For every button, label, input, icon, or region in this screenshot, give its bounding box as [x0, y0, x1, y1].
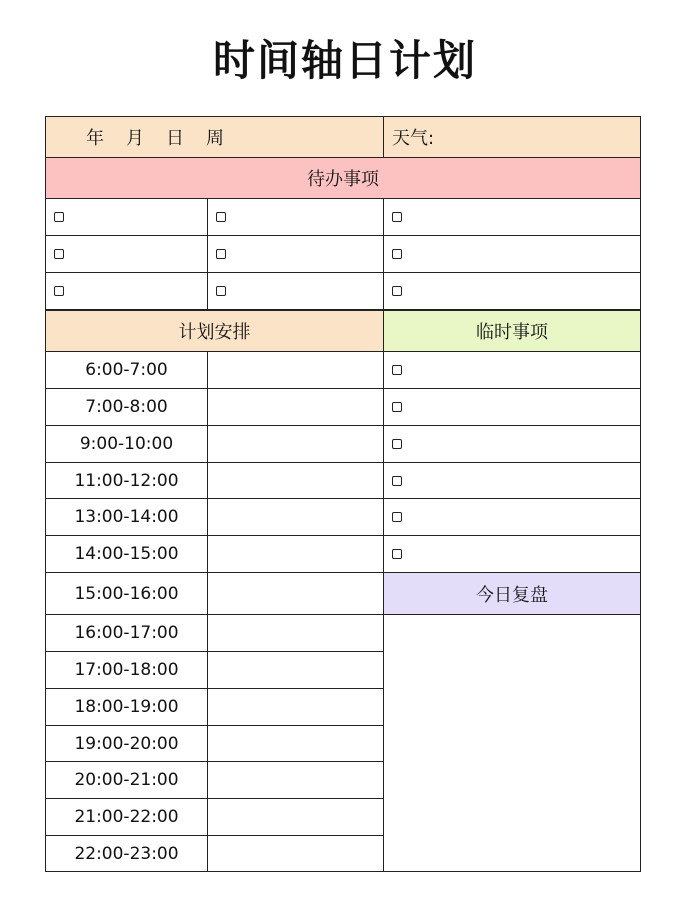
plan-entry[interactable] [207, 761, 384, 799]
checkbox-icon[interactable] [392, 512, 402, 522]
time-slot-label: 22:00-23:00 [45, 835, 208, 872]
todo-item[interactable] [45, 198, 208, 236]
plan-entry[interactable] [207, 835, 384, 872]
checkbox-icon[interactable] [54, 286, 64, 296]
checkbox-icon[interactable] [54, 212, 64, 222]
time-slot-label: 13:00-14:00 [45, 498, 208, 536]
date-field[interactable] [45, 116, 384, 158]
plan-entry[interactable] [207, 798, 384, 836]
weekday-label: 周 [206, 128, 224, 149]
todo-item[interactable] [207, 235, 384, 273]
plan-entry[interactable] [207, 725, 384, 762]
temp-item[interactable] [383, 498, 641, 536]
day-label: 日 [166, 128, 184, 149]
plan-entry[interactable] [207, 614, 384, 652]
todo-item[interactable] [383, 198, 641, 236]
todo-item[interactable] [207, 198, 384, 236]
time-slot-label: 18:00-19:00 [45, 688, 208, 726]
plan-entry[interactable] [207, 351, 384, 389]
plan-entry[interactable] [207, 535, 384, 573]
checkbox-icon[interactable] [392, 439, 402, 449]
temp-heading: 临时事项 [383, 310, 641, 352]
checkbox-icon[interactable] [216, 249, 226, 259]
weather-field[interactable] [383, 116, 641, 158]
time-slot-label: 15:00-16:00 [45, 572, 208, 615]
review-heading: 今日复盘 [383, 572, 641, 615]
temp-item[interactable] [383, 388, 641, 426]
temp-item[interactable] [383, 462, 641, 499]
todo-item[interactable] [383, 272, 641, 310]
todo-item[interactable] [207, 272, 384, 310]
todo-item[interactable] [45, 272, 208, 310]
checkbox-icon[interactable] [54, 249, 64, 259]
time-slot-label: 7:00-8:00 [45, 388, 208, 426]
checkbox-icon[interactable] [216, 286, 226, 296]
year-label: 年 [86, 128, 104, 149]
plan-entry[interactable] [207, 388, 384, 426]
time-slot-label: 21:00-22:00 [45, 798, 208, 836]
checkbox-icon[interactable] [392, 476, 402, 486]
todo-item[interactable] [383, 235, 641, 273]
time-slot-label: 16:00-17:00 [45, 614, 208, 652]
time-slot-label: 17:00-18:00 [45, 651, 208, 689]
time-slot-label: 19:00-20:00 [45, 725, 208, 762]
time-slot-label: 6:00-7:00 [45, 351, 208, 389]
temp-item[interactable] [383, 351, 641, 389]
plan-heading: 计划安排 [45, 310, 384, 352]
page-title: 时间轴日计划 [212, 36, 477, 85]
checkbox-icon[interactable] [392, 286, 402, 296]
plan-entry[interactable] [207, 572, 384, 615]
temp-item[interactable] [383, 425, 641, 463]
planner-sheet [45, 116, 641, 872]
plan-entry[interactable] [207, 425, 384, 463]
review-area[interactable] [383, 614, 641, 872]
plan-entry[interactable] [207, 688, 384, 726]
todo-heading: 待办事项 [45, 157, 641, 199]
month-label: 月 [126, 128, 144, 149]
checkbox-icon[interactable] [216, 212, 226, 222]
checkbox-icon[interactable] [392, 212, 402, 222]
weather-label: 天气: [392, 128, 435, 149]
temp-item[interactable] [383, 535, 641, 573]
todo-item[interactable] [45, 235, 208, 273]
time-slot-label: 11:00-12:00 [45, 462, 208, 499]
checkbox-icon[interactable] [392, 549, 402, 559]
time-slot-label: 20:00-21:00 [45, 761, 208, 799]
plan-entry[interactable] [207, 651, 384, 689]
time-slot-label: 9:00-10:00 [45, 425, 208, 463]
checkbox-icon[interactable] [392, 249, 402, 259]
checkbox-icon[interactable] [392, 365, 402, 375]
time-slot-label: 14:00-15:00 [45, 535, 208, 573]
plan-entry[interactable] [207, 462, 384, 499]
checkbox-icon[interactable] [392, 402, 402, 412]
plan-entry[interactable] [207, 498, 384, 536]
